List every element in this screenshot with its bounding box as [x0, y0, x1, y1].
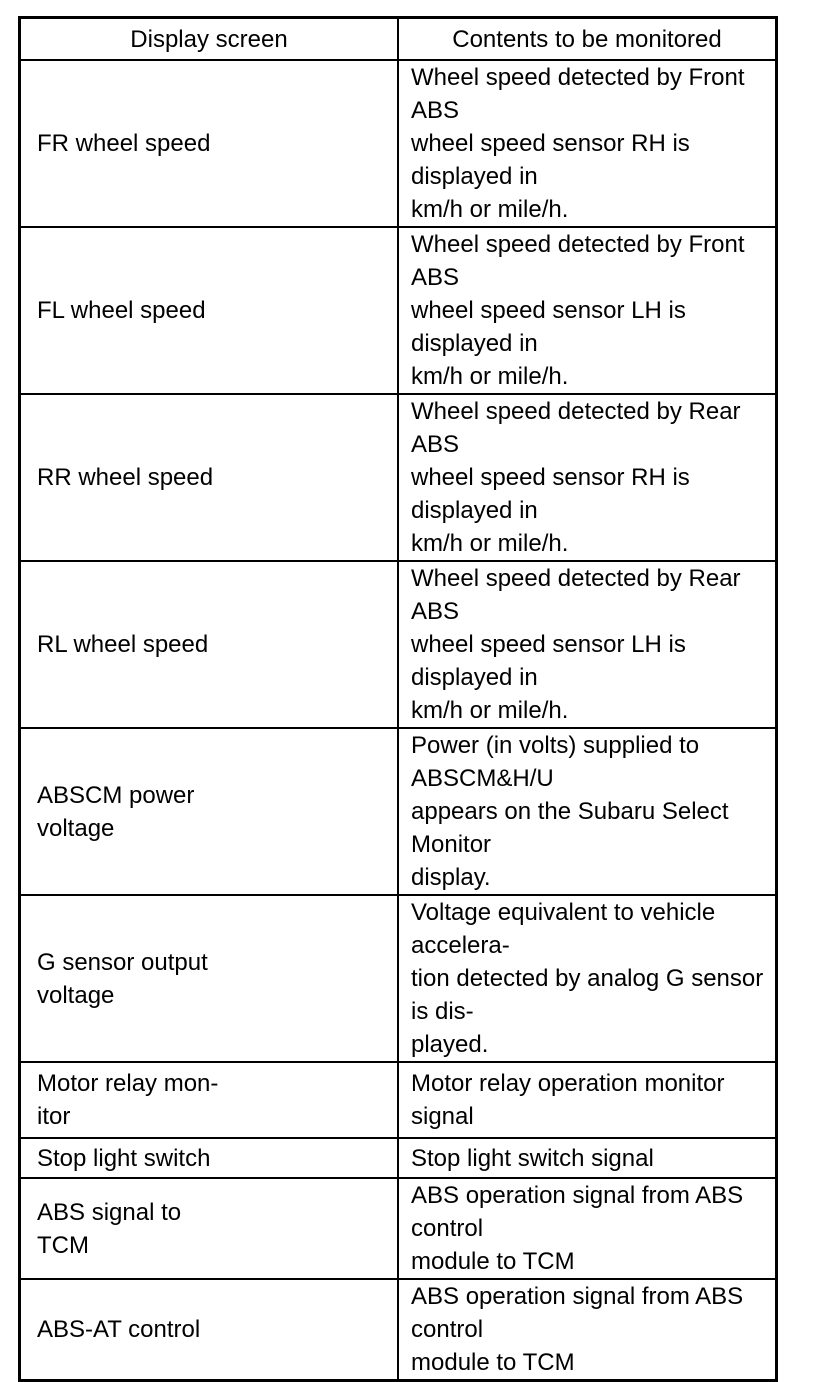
contents-text: Wheel speed detected by Rear ABS wheel speed sensor LH is displayed in km/h or mile/h.: [411, 565, 741, 724]
display-text: FL wheel speed: [37, 297, 206, 324]
monitor-table: [18, 16, 778, 1382]
contents-cell: [398, 895, 777, 1062]
table-row: [20, 1279, 777, 1381]
display-text: RL wheel speed: [37, 631, 209, 658]
contents-cell: [398, 561, 777, 728]
table-row: [20, 728, 777, 895]
contents-text: Wheel speed detected by Rear ABS wheel speed sensor RH is displayed in km/h or mile/h.: [411, 398, 741, 557]
display-text: ABSCM power voltage: [37, 781, 195, 842]
display-cell: [20, 1062, 399, 1138]
table-row: [20, 895, 777, 1062]
display-cell: [20, 728, 399, 895]
display-cell: [20, 60, 399, 227]
contents-cell: [398, 1062, 777, 1138]
contents-cell: [398, 60, 777, 227]
table-row: [20, 1138, 777, 1178]
contents-text: ABS operation signal from ABS control module to TCM: [411, 1283, 744, 1376]
table-row: [20, 1062, 777, 1138]
display-cell: [20, 1279, 399, 1381]
display-cell: [20, 1138, 399, 1178]
display-cell: [20, 1178, 399, 1279]
contents-cell: [398, 1178, 777, 1279]
header-display-screen: Display screen: [20, 18, 399, 61]
display-cell: [20, 895, 399, 1062]
contents-text: Wheel speed detected by Front ABS wheel speed sensor LH is displayed in km/h or mile/h.: [411, 231, 745, 390]
contents-text: Power (in volts) supplied to ABSCM&H/U appears on the Subaru Select Monitor display.: [411, 732, 729, 891]
contents-cell: [398, 728, 777, 895]
contents-text: ABS operation signal from ABS control module to TCM: [411, 1182, 744, 1275]
display-cell: [20, 394, 399, 561]
table-header-row: [20, 18, 777, 61]
contents-text: Wheel speed detected by Front ABS wheel speed sensor RH is displayed in km/h or mile/h.: [411, 64, 745, 223]
contents-cell: [398, 227, 777, 394]
display-text: ABS signal to TCM: [37, 1198, 182, 1259]
display-text: G sensor output voltage: [37, 948, 208, 1009]
display-cell: [20, 227, 399, 394]
display-text: ABS-AT control: [37, 1316, 201, 1343]
contents-text: Motor relay operation monitor signal: [411, 1070, 725, 1130]
contents-cell: [398, 1138, 777, 1178]
contents-cell: [398, 394, 777, 561]
contents-cell: [398, 1279, 777, 1381]
table-row: [20, 227, 777, 394]
header-contents: Contents to be monitored: [398, 18, 777, 61]
table-row: [20, 394, 777, 561]
table-row: [20, 561, 777, 728]
display-cell: [20, 561, 399, 728]
table-row: [20, 60, 777, 227]
display-text: Motor relay mon- itor: [37, 1070, 219, 1130]
display-text: RR wheel speed: [37, 464, 214, 491]
table-row: [20, 1178, 777, 1279]
display-text: Stop light switch: [37, 1144, 211, 1172]
contents-text: Voltage equivalent to vehicle accelera- tion detected by analog G sensor is dis- played.: [411, 899, 764, 1058]
display-text: FR wheel speed: [37, 130, 211, 157]
contents-text: Stop light switch signal: [411, 1144, 654, 1172]
